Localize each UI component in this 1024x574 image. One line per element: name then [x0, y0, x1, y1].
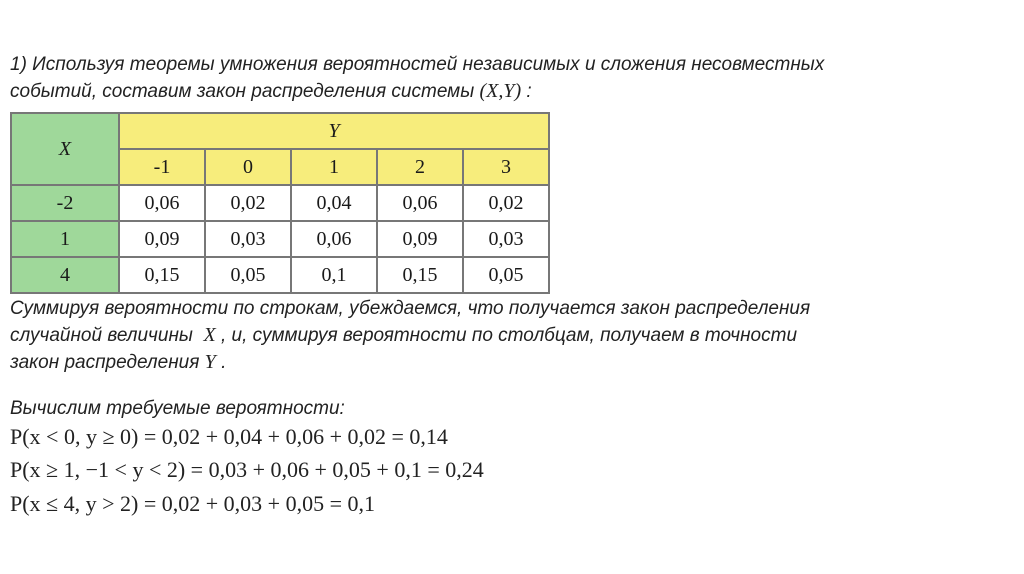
probability-cell: 0,02 — [205, 185, 291, 221]
x-value-cell: -2 — [11, 185, 119, 221]
probability-cell: 0,06 — [377, 185, 463, 221]
probability-cell: 0,1 — [291, 257, 377, 293]
probability-cell: 0,05 — [205, 257, 291, 293]
intro-line-2-text: событий, составим закон распределения системы — [10, 81, 475, 102]
summary-line-2a: случайной величины — [10, 325, 193, 346]
summary-line-3a: закон распределения — [10, 352, 200, 373]
variable-x: X — [203, 324, 216, 346]
probability-cell: 0,04 — [291, 185, 377, 221]
summary-line-3b: . — [221, 352, 227, 373]
summary-line-3 — [10, 349, 1010, 376]
probability-cell: 0,06 — [291, 221, 377, 257]
intro-paragraph — [10, 52, 1010, 105]
probability-cell: 0,05 — [463, 257, 549, 293]
y-value-cell: 0 — [205, 149, 291, 185]
intro-line-1: 1) Используя теоремы умножения вероятностей независимых и сложения несовместных — [10, 54, 825, 75]
probability-cell: 0,15 — [119, 257, 205, 293]
table-row — [11, 185, 549, 221]
x-value-cell: 4 — [11, 257, 119, 293]
probability-cell: 0,03 — [205, 221, 291, 257]
probability-cell: 0,03 — [463, 221, 549, 257]
variable-y: Y — [204, 351, 216, 373]
y-value-cell: 3 — [463, 149, 549, 185]
y-header-cell: Y — [119, 113, 549, 149]
summary-line-2b: , и, суммируя вероятности по столбцам, получаем в точности — [220, 325, 798, 346]
system-notation: (X,Y) — [479, 80, 522, 102]
y-value-cell: -1 — [119, 149, 205, 185]
equation-3: P(x ≤ 4, y > 2) = 0,02 + 0,03 + 0,05 = 0,1 — [10, 491, 375, 516]
summary-paragraph — [10, 296, 1010, 376]
y-value-cell: 2 — [377, 149, 463, 185]
x-header-cell: X — [11, 113, 119, 185]
intro-line-2 — [10, 78, 1010, 105]
equation-2: P(x ≥ 1, −1 < y < 2) = 0,03 + 0,06 + 0,05 + 0,1 = 0,24 — [10, 457, 484, 482]
table-row — [11, 257, 549, 293]
probability-cell: 0,09 — [119, 221, 205, 257]
probability-cell: 0,15 — [377, 257, 463, 293]
y-value-cell: 1 — [291, 149, 377, 185]
intro-colon: : — [526, 81, 532, 102]
probability-cell: 0,09 — [377, 221, 463, 257]
equation-1: P(x < 0, y ≥ 0) = 0,02 + 0,04 + 0,06 + 0,02 = 0,14 — [10, 424, 448, 449]
calc-heading: Вычислим требуемые вероятности: — [10, 398, 345, 419]
table-row — [11, 221, 549, 257]
summary-line-1: Суммируя вероятности по строкам, убеждаемся, что получается закон распределения — [10, 298, 811, 319]
x-value-cell: 1 — [11, 221, 119, 257]
table-header-row — [11, 113, 549, 149]
probability-cell: 0,06 — [119, 185, 205, 221]
summary-line-2 — [10, 322, 1010, 349]
probability-cell: 0,02 — [463, 185, 549, 221]
distribution-table — [10, 112, 550, 294]
